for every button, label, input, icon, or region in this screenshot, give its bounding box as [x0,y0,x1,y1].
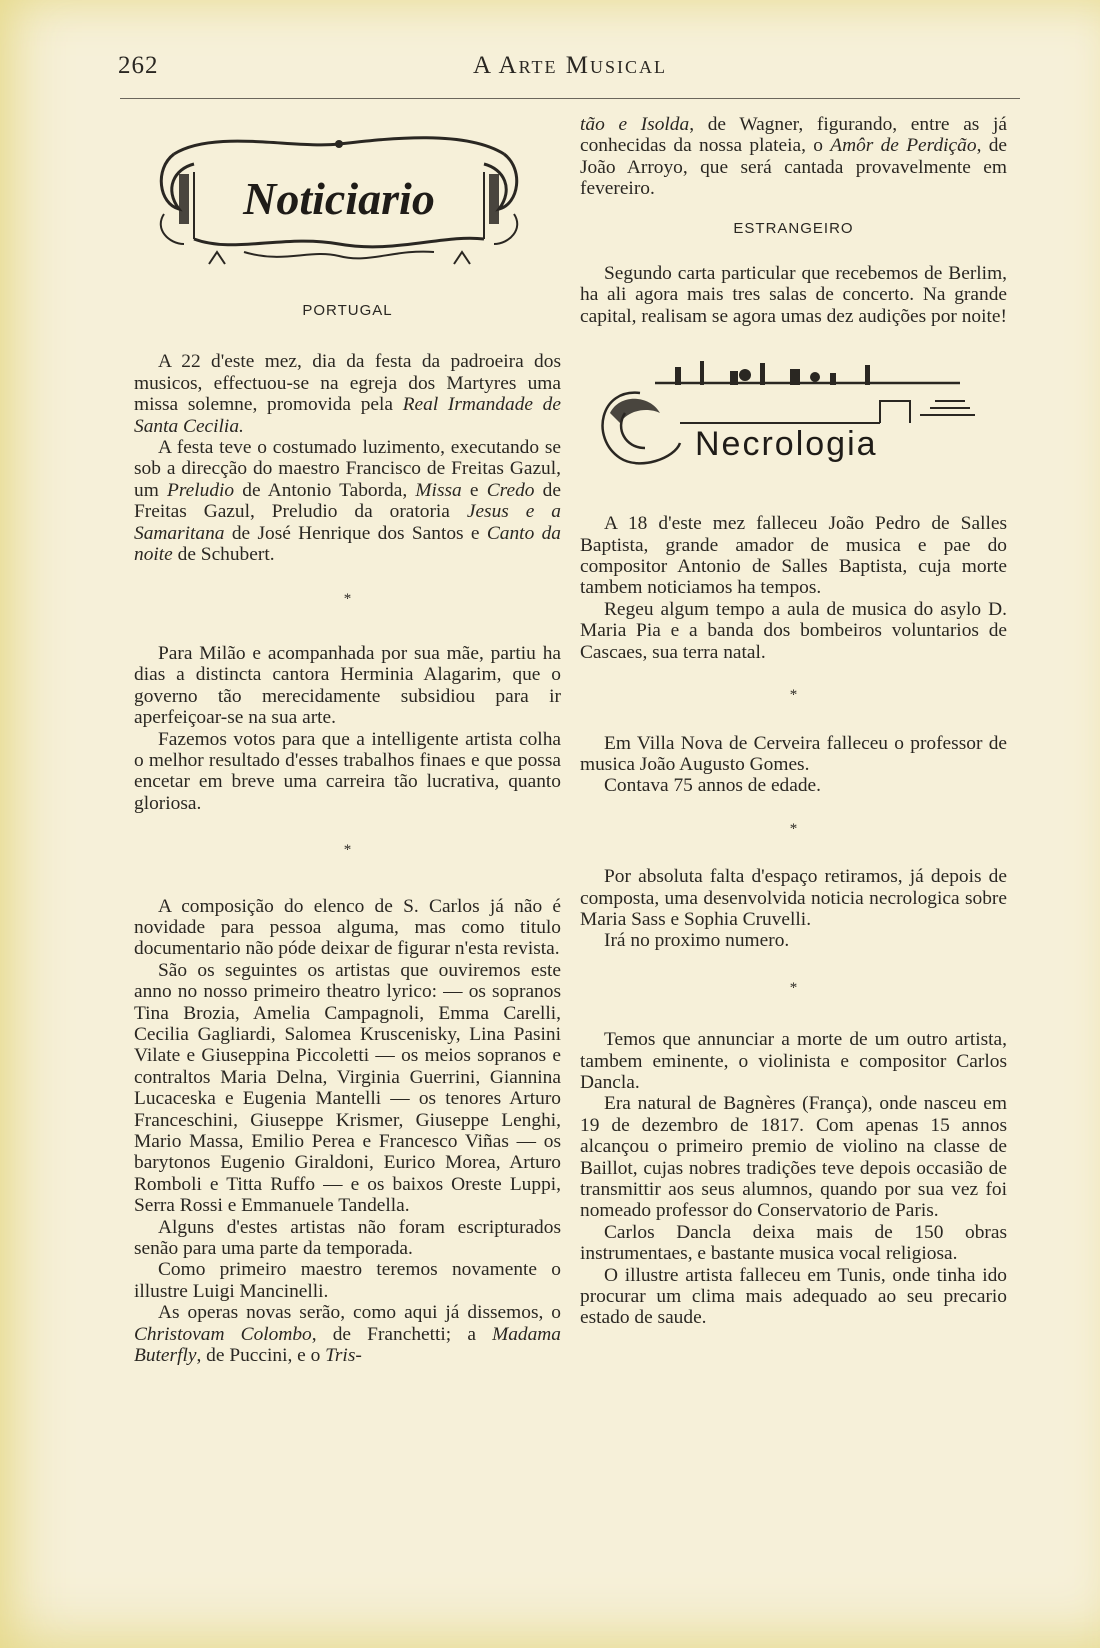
paragraph: Fazemos votos para que a intelligente artista colha o melhor resultado d'esses trabalhos finaes e que possa encetar em breve uma carreira tão lucrativa, quanto gloriosa. [134,728,561,814]
paragraph: A 22 d'este mez, dia da festa da padroeira dos musicos, effectuou-se na egreja dos Martyres uma missa solemne, promovida pela Real Irmandade de Santa Cecilia. [134,351,561,437]
left-column [134,114,561,1366]
paragraph: Contava 75 annos de edade. [604,775,821,797]
noticiario-ornament [134,114,544,279]
page-number: 262 [118,52,159,79]
noticiario-title: Noticiario [243,173,435,224]
paragraph: Como primeiro maestro teremos novamente o illustre Luigi Mancinelli. [134,1259,561,1302]
paragraph: A 18 d'este mez falleceu João Pedro de Salles Baptista, grande amador de musica e pae do compositor Antonio de Salles Baptista, cuja morte tambem noticiamos ha tempos. [580,513,1007,599]
running-head [118,52,1022,92]
necrologia-banner [580,353,1007,503]
paragraph: As operas novas serão, como aqui já dissemos, o Christovam Colombo, de Franchetti; a Madama Buterfly, de Puccini, e o Tris- [134,1302,561,1367]
paragraph: Carlos Dancla deixa mais de 150 obras instrumentaes, e bastante musica vocal religiosa. [580,1221,1007,1265]
paragraph: Em Villa Nova de Cerveira falleceu o professor de musica João Augusto Gomes. [580,732,1007,775]
paragraph: Por absoluta falta d'espaço retiramos, já depois de composta, uma desenvolvida noticia necrologica sobre Maria Sass e Sophia Cruvelli. [580,866,1007,930]
section-separator: * [789,820,798,837]
paragraph: Para Milão e acompanhada por sua mãe, partiu ha dias a distincta cantora Herminia Alagarim, que o governo tão merecidamente subsidiou para ir aperfeiçoar-se na sua arte. [134,642,561,729]
paragraph: Era natural de Bagnères (França), onde nasceu em 19 de dezembro de 1817. Com apenas 15 annos alcançou o primeiro premio de violino na classe de Baillot, cujas nobres tradições teve depois occasião de transmittir aos seus alumnos, quando por sua vez foi nomeado professor do Conservatorio de Paris. [580,1093,1007,1222]
paragraph: tão e Isolda, de Wagner, figurando, entre as já conhecidas da nossa plateia, o Amôr de Perdição, de João Arroyo, que será cantada provavelmente em fevereiro. [580,114,1008,200]
paragraph: Regeu algum tempo a aula de musica do asylo D. Maria Pia e a banda dos bombeiros voluntarios de Cascaes, sua terra natal. [580,598,1007,663]
paragraph: Alguns d'estes artistas não foram escripturados senão para uma parte da temporada. [134,1216,561,1260]
journal-title: A Arte Musical [473,52,667,79]
section-separator: * [789,979,798,996]
paragraph: A festa teve o costumado luzimento, executando se sob a direcção do maestro Francisco de Freitas Gazul, um Preludio de Antonio Taborda, Missa e Credo de Freitas Gazul, Preludio da oratoria Jesus e a Samaritana de José Henrique dos Santos e Canto da noite de Schubert. [134,437,561,566]
paragraph: O illustre artista falleceu em Tunis, onde tinha ido procurar um clima mais adequado ao seu precario estado de saude. [580,1264,1007,1329]
paragraph: São os seguintes os artistas que ouviremos este anno no nosso primeiro theatro lyrico: — os sopranos Tina Brozia, Amelia Campagnoli, Emma Carelli, Cecilia Gagliardi, Salomea Kruscenisky, Lina Pasini Vilate e Giuseppina Piccoletti — os meios sopranos e contraltos Maria Delna, Virginia Guerrini, Giannina Lucaceska e Eugenia Mantelli — os tenores Arturo Franceschini, Giuseppe Krismer, Giuseppe Lenghi, Mario Massa, Emilio Perea e Francesco Viñas — os barytonos Eugenio Giraldoni, Eurico Morea, Arturo Romboli e Titta Ruffo — e os baixos Oreste Luppi, Serra Rossi e Emmanuele Tandella. [134,959,561,1217]
section-estrangeiro: ESTRANGEIRO [733,219,854,237]
paragraph: Irá no proximo numero. [604,930,790,952]
paragraph: Temos que annunciar a morte de um outro artista, tambem eminente, o violinista e compositor Carlos Dancla. [580,1029,1007,1093]
noticiario-banner [134,114,561,284]
section-separator: * [789,687,798,704]
header-rule [120,98,1020,99]
section-separator: * [343,591,352,608]
section-separator: * [343,842,352,859]
section-portugal: PORTUGAL [302,302,393,319]
paragraph: A composição do elenco de S. Carlos já não é novidade para pessoa alguma, mas como titulo documentario não póde deixar de figurar n'esta revista. [134,895,561,960]
paragraph: Segundo carta particular que recebemos de Berlim, ha ali agora mais tres salas de concerto. Na grande capital, realisam se agora umas dez audições por noite! [580,263,1007,327]
right-column [580,114,1007,1329]
necrologia-title: Necrologia [695,425,878,464]
necrologia-ornament [580,353,1007,493]
